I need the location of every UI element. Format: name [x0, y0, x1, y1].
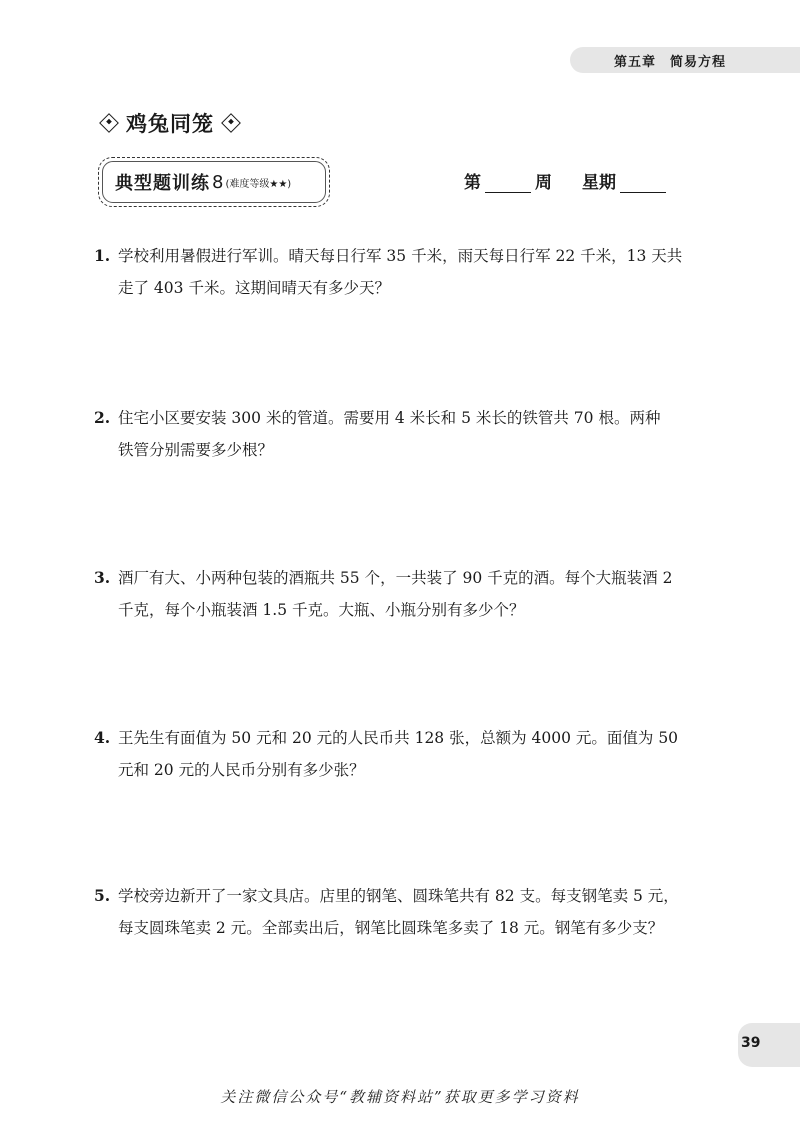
- footer-watermark: 关注微信公众号“教辅资料站”获取更多学习资料: [220, 1088, 580, 1106]
- week-prefix: 第: [464, 173, 481, 193]
- problem-text: 酒厂有大、小两种包装的酒瓶共 55 个，一共装了 90 千克的酒。每个大瓶装酒 2: [118, 569, 673, 587]
- problem-2: [94, 402, 714, 466]
- problem-text: 铁管分别需要多少根？: [118, 441, 274, 459]
- problem-5: [94, 880, 714, 944]
- problem-number: 5.: [94, 886, 111, 905]
- problem-number: 3.: [94, 568, 111, 587]
- problem-number: 1.: [94, 246, 111, 265]
- problem-text: 元和 20 元的人民币分别有多少张？: [118, 761, 365, 779]
- problem-1: [94, 240, 714, 304]
- problem-3: [94, 562, 714, 626]
- section-title-text: 鸡兔同笼: [126, 112, 214, 136]
- diamond-icon: [99, 113, 119, 133]
- practice-header-inner: [102, 161, 326, 203]
- problem-text: 住宅小区要安装 300 米的管道。需要用 4 米长和 5 米长的铁管共 70 根。两种: [118, 409, 661, 427]
- problem-number: 2.: [94, 408, 111, 427]
- week-label: 周: [535, 173, 552, 193]
- page-number: 39: [741, 1035, 761, 1051]
- week-line: [464, 168, 666, 193]
- problem-text: 王先生有面值为 50 元和 20 元的人民币共 128 张，总额为 4000 元。面值为 50: [118, 729, 679, 747]
- problem-text: 学校旁边新开了一家文具店。店里的钢笔、圆珠笔共有 82 支。每支钢笔卖 5 元，: [118, 887, 679, 905]
- diamond-icon: [221, 113, 241, 133]
- problem-text: 走了 403 千米。这期间晴天有多少天？: [118, 279, 390, 297]
- section-title: [96, 108, 244, 138]
- problem-text: 千克，每个小瓶装酒 1.5 千克。大瓶、小瓶分别有多少个？: [118, 601, 525, 619]
- weekday-blank[interactable]: [620, 174, 666, 193]
- practice-title: 典型题训练: [115, 173, 210, 194]
- week-blank[interactable]: [485, 174, 531, 193]
- problem-text: 学校利用暑假进行军训。晴天每日行军 35 千米，雨天每日行军 22 千米，13 天共: [118, 247, 683, 265]
- practice-header-box: [98, 157, 330, 207]
- problem-number: 4.: [94, 728, 111, 747]
- weekday-label: 星期: [582, 173, 616, 193]
- problem-text: 每支圆珠笔卖 2 元。全部卖出后，钢笔比圆珠笔多卖了 18 元。钢笔有多少支？: [118, 919, 664, 937]
- practice-number: 8: [212, 171, 224, 193]
- difficulty-label: (难度等级★★): [225, 178, 292, 190]
- chapter-label: 第五章 简易方程: [614, 55, 727, 70]
- problem-4: [94, 722, 714, 786]
